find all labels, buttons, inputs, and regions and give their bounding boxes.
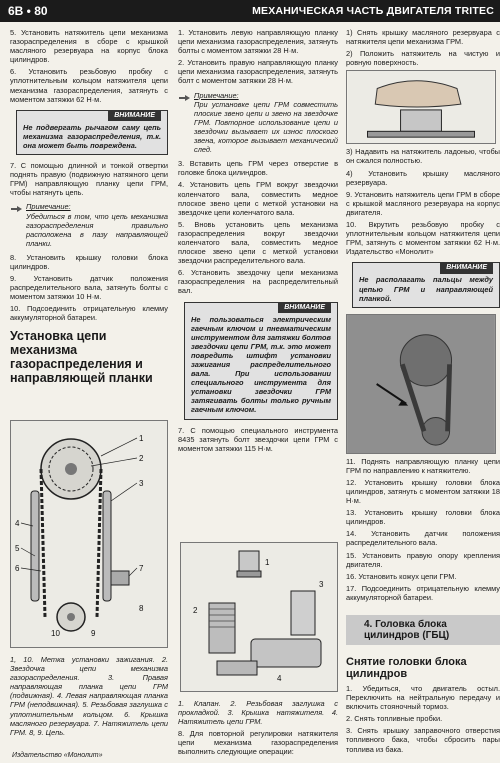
- note-block: [178, 91, 338, 155]
- column-3-lower: [346, 650, 500, 755]
- svg-text:3: 3: [139, 479, 144, 488]
- figure-caption-1: 1, 10. Метка установки зажигания. 2. Звездочка цепи механизма газораспределения. 3. Правая направляющая планка цепи ГРМ (подвижная). 4. Левая направляющая планка ГРМ (неподвижная). 5. Резьбовая заглушка с уплотнительным кольцом. 6. Крышка масляного резервуара. 7. Натяжитель цепи ГРМ. 8, 9. Цепь.: [10, 655, 168, 737]
- note-label: Примечание:: [26, 202, 71, 212]
- step-4: 4. Установить цепь ГРМ вокруг звездочки коленчатого вала, совместить медное плоское звено цепи с меткой установки на звездочке цепи коленчатого вала.: [178, 180, 338, 217]
- step-5: 5. Установить натяжитель цепи механизма газораспределения в сборе с крышкой масляного резервуара на корпус блока цилиндров.: [10, 28, 168, 65]
- step-5: 5. Вновь установить цепь механизма газораспределения вокруг звездочки коленчатого вала, совместить медное плоское звено цепи с меткой установки звездочки распределительного вала.: [178, 219, 338, 266]
- svg-text:1: 1: [139, 434, 144, 443]
- publisher-footer: Издательство «Монолит»: [12, 752, 103, 759]
- svg-text:2: 2: [193, 606, 198, 615]
- step-6: 6. Установить звездочку цепи механизма газораспределения на распределительный вал.: [178, 268, 338, 296]
- svg-text:2: 2: [139, 454, 144, 463]
- chain-guide-photo: [346, 314, 496, 454]
- removal-step-2: 2. Снять топливные пробки.: [346, 714, 443, 724]
- warning-label: ВНИМАНИЕ: [440, 262, 493, 273]
- warning-box: [184, 302, 338, 420]
- column-1: [10, 28, 168, 389]
- timing-chain-diagram: [10, 420, 168, 648]
- page-number: 6В • 80: [8, 4, 48, 18]
- section-title: Снятие головки блока цилиндров: [346, 656, 467, 680]
- substep-4: 4) Установить крышку масляного резервуара.: [346, 168, 500, 187]
- note-block: [10, 202, 168, 247]
- svg-text:7: 7: [139, 564, 144, 573]
- chapter-box: 4. Головка блока цилиндров (ГБЦ): [346, 615, 500, 645]
- section-title: Установка цепи механизма газораспределения и направляющей планки: [10, 328, 153, 385]
- note-text: При установке цепи ГРМ совместить плоские звено цепи и звено на звездочке ГРМ. Повторное использование цепи и звездочки вызывает их износ плоского звена, которое вызывает механический след.: [194, 99, 338, 155]
- step-12: 12. Установить крышку головки блока цилиндров, затянуть с моментом затяжки 18 Н·м.: [346, 477, 500, 506]
- warning-box: [16, 110, 168, 155]
- substep-3: 3) Надавить на натяжитель ладонью, чтобы он сжался полностью.: [346, 147, 500, 166]
- removal-step-1: 1. Убедиться, что двигатель остыл. Переключить на нейтральную передачу и включить стояночный тормоз.: [346, 684, 500, 712]
- warning-box: [352, 262, 500, 307]
- column-2: [178, 28, 338, 456]
- svg-text:4: 4: [15, 519, 20, 528]
- step-1: 1. Установить левую направляющую планку цепи механизма газораспределения, затянуть болты с моментом затяжки 28 Н·м.: [178, 28, 338, 56]
- tensioner-diagram: [180, 542, 338, 692]
- step-7: 7. С помощью длинной и тонкой отвертки поднять правую (подвижную натяжного цепи ГРМ) направляющую планку цепи ГРМ, чтобы натянуть цепь.: [10, 161, 168, 198]
- svg-text:10: 10: [51, 629, 60, 638]
- chapter-title: МЕХАНИЧЕСКАЯ ЧАСТЬ ДВИГАТЕЛЯ TRITEC: [252, 5, 494, 17]
- step-6: 6. Установить резьбовую пробку с уплотнительным кольцом натяжителя цепи механизма газораспределения, затянуть с моментом затяжки 62 Н·м.: [10, 67, 168, 104]
- warning-text: Не подвергать рычагом саму цепь механизма газораспределения, т.к. она может быть повреждена.: [23, 122, 161, 150]
- step-10: 10. Подсоединить отрицательную клемму аккумуляторной батареи.: [10, 304, 168, 323]
- step-17: 17. Подсоединить отрицательную клемму аккумуляторной батареи.: [346, 583, 500, 602]
- page-header: [0, 0, 500, 22]
- warning-label: ВНИМАНИЕ: [108, 110, 161, 121]
- svg-text:8: 8: [139, 604, 144, 613]
- step-8: 8. Для повторной регулировки натяжителя цепи механизма газораспределения выполнить следующие операции:: [178, 729, 338, 757]
- svg-text:9: 9: [91, 629, 96, 638]
- step-13: 13. Установить крышку головки блока цилиндров.: [346, 508, 500, 527]
- substep-1: 1) Снять крышку масляного резервуара с натяжителя цепи механизма ГРМ.: [346, 28, 500, 47]
- step-11: 11. Поднять направляющую планку цепи ГРМ по направлению к натяжителю.: [346, 456, 500, 475]
- pointing-hand-icon: [10, 202, 23, 215]
- step-9: 9. Установить натяжитель цепи ГРМ в сборе с крышкой масляного резервуара на корпус двигателя.: [346, 189, 500, 217]
- warning-text: Не располагать пальцы между цепью ГРМ и направляющей планкой.: [359, 275, 493, 303]
- pointing-hand-icon: [178, 91, 191, 104]
- note-label: Примечание:: [194, 90, 239, 100]
- step-16: 16. Установить кожух цепи ГРМ.: [346, 571, 457, 581]
- svg-text:1: 1: [265, 558, 270, 567]
- note-text: Убедиться в том, что цепь механизма газораспределения правильно расположена в пазу направляющей планки.: [26, 211, 168, 248]
- svg-text:6: 6: [15, 564, 20, 573]
- step-2: 2. Установить правую направляющую планку цепи механизма газораспределения, затянуть болт с моментом затяжки 28 Н·м.: [178, 58, 338, 86]
- warning-text: Не пользоваться электрическим гаечным ключом и пневматическим инструментом для затяжки болтов звездочки цепи ГРМ, т.к. это может повредить штифт установки зажигания распределительного вала. При использовании специального инструмента для установки звездочки ГРМ затягивать болты только ручным гаечным ключом.: [191, 314, 331, 415]
- step-10: 10. Вкрутить резьбовую пробку с уплотнительным кольцом натяжителя цепи ГРМ, затянуть с моментом затяжки 62 Н·м. Издательство «Монолит»: [346, 220, 500, 257]
- step-3: 3. Вставить цепь ГРМ через отверстие в головке блока цилиндров.: [178, 159, 338, 178]
- removal-step-3: 3. Снять крышку заправочного отверстия топливного бака, чтобы сбросить пары топлива из бака.: [346, 726, 500, 754]
- figure-caption-2: 1. Клапан. 2. Резьбовая заглушка с прокладкой. 3. Крышка натяжителя. 4. Натяжитель цепи ГРМ. 8. Для повторной регулировки натяжителя цепи механизма газораспределения выполнить следующие операции:: [178, 699, 338, 757]
- step-7: 7. С помощью специального инструмента 8435 затянуть болт звездочки цепи ГРМ с моментом затяжки 115 Н·м.: [178, 425, 338, 453]
- step-8: 8. Установить крышку головки блока цилиндров.: [10, 252, 168, 271]
- svg-text:4: 4: [277, 674, 282, 683]
- warning-label: ВНИМАНИЕ: [278, 302, 331, 313]
- substep-2: 2) Положить натяжитель на чистую и ровную поверхность.: [346, 49, 500, 68]
- step-14: 14. Установить датчик положения распределительного вала.: [346, 529, 500, 548]
- step-9: 9. Установить датчик положения распределительного вала, затянуть болты с моментом затяжки 10 Н·м.: [10, 274, 168, 302]
- svg-text:5: 5: [15, 544, 20, 553]
- svg-text:3: 3: [319, 580, 324, 589]
- press-tensioner-diagram: [346, 70, 496, 144]
- step-15: 15. Установить правую опору крепления двигателя.: [346, 550, 500, 569]
